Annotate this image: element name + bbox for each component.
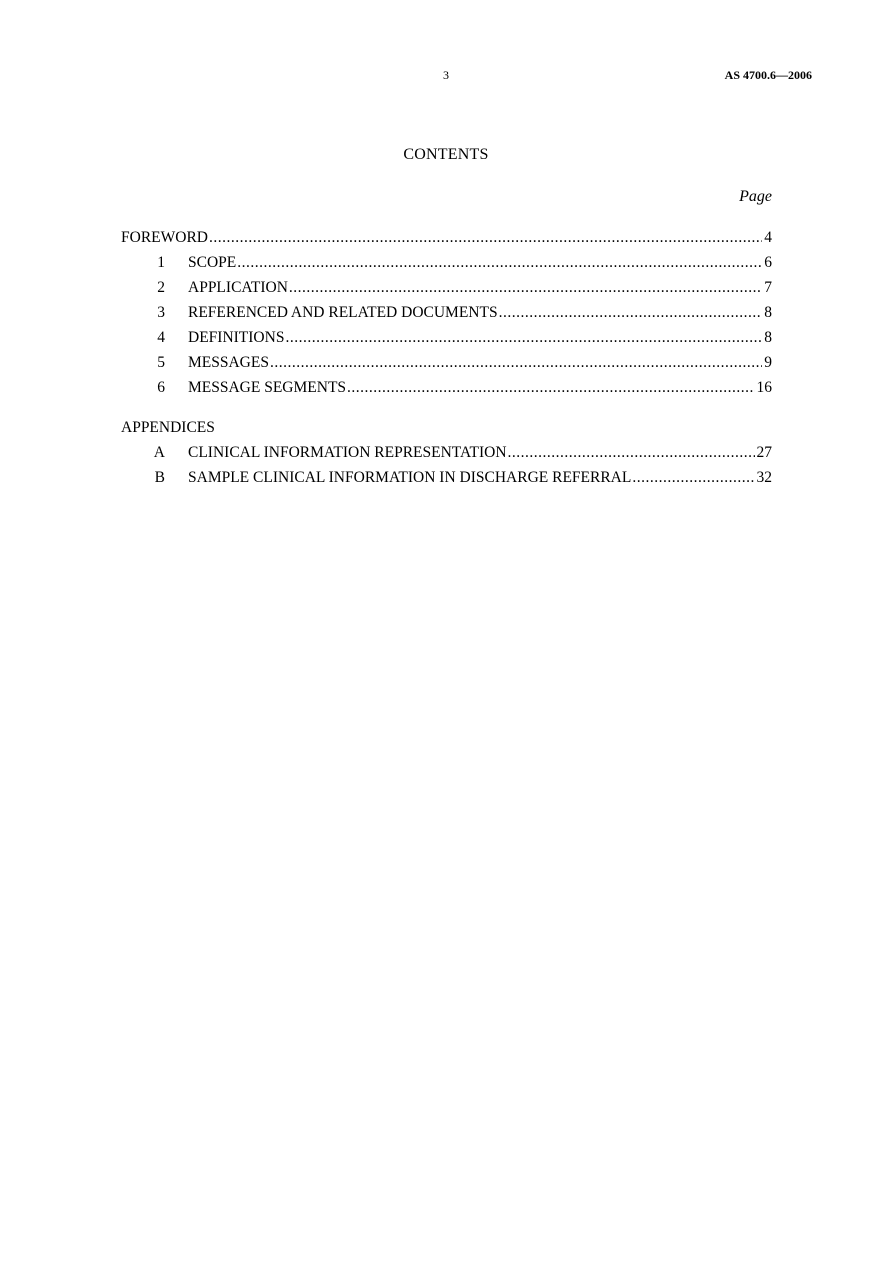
toc-entry-number: 2 (157, 279, 165, 296)
page-column-label: Page (739, 188, 772, 205)
toc-leader-dots (209, 227, 762, 249)
contents-title: CONTENTS (403, 146, 489, 163)
toc-entry-section-1[interactable] (121, 252, 772, 274)
toc-entry-title: MESSAGES (188, 354, 269, 371)
toc-entry-number: 5 (157, 354, 165, 371)
toc-leader-dots (270, 352, 762, 374)
toc-entry-number: 3 (157, 304, 165, 321)
toc-entry-section-3[interactable] (121, 302, 772, 324)
toc-entry-appendix-b[interactable] (121, 467, 772, 489)
toc-entry-page: 27 (756, 444, 772, 461)
toc-entry-page: 7 (764, 279, 772, 296)
toc-entry-title: REFERENCED AND RELATED DOCUMENTS (188, 304, 498, 321)
toc-entry-number: 4 (157, 329, 165, 346)
toc-leader-dots (237, 252, 762, 274)
toc-entry-foreword[interactable] (121, 227, 772, 249)
toc-entry-title: SCOPE (188, 254, 237, 271)
toc-leader-dots (285, 327, 762, 349)
toc-entry-title: CLINICAL INFORMATION REPRESENTATION (188, 444, 507, 461)
toc-entry-title: DEFINITIONS (188, 329, 285, 346)
toc-entry-title: FOREWORD (121, 229, 208, 246)
toc-entry-page: 6 (764, 254, 772, 271)
standard-code: AS 4700.6—2006 (724, 68, 812, 82)
toc-leader-dots (632, 467, 754, 489)
toc-entry-section-5[interactable] (121, 352, 772, 374)
toc-entry-section-4[interactable] (121, 327, 772, 349)
toc-entry-page: 32 (756, 469, 772, 486)
appendices-heading: APPENDICES (121, 419, 215, 436)
toc-entry-section-2[interactable] (121, 277, 772, 299)
toc-entry-number: B (154, 469, 165, 486)
toc-entry-number: 6 (157, 379, 165, 396)
toc-entry-page: 8 (764, 329, 772, 346)
toc-entry-number: A (153, 444, 165, 461)
toc-entry-title: SAMPLE CLINICAL INFORMATION IN DISCHARGE REFERRAL (188, 469, 632, 486)
toc-entry-section-6[interactable] (121, 377, 772, 399)
toc-entry-page: 4 (764, 229, 772, 246)
toc-entry-appendix-a[interactable] (121, 442, 772, 464)
toc-leader-dots (499, 302, 763, 324)
toc-entry-number: 1 (157, 254, 165, 271)
toc-leader-dots (289, 277, 762, 299)
toc-entry-title: APPLICATION (188, 279, 288, 296)
toc-entry-page: 9 (764, 354, 772, 371)
toc-entry-page: 8 (764, 304, 772, 321)
toc-leader-dots (347, 377, 754, 399)
toc-leader-dots (508, 442, 755, 464)
page-number: 3 (443, 68, 449, 82)
toc-entry-page: 16 (756, 379, 772, 396)
toc-entry-title: MESSAGE SEGMENTS (188, 379, 347, 396)
